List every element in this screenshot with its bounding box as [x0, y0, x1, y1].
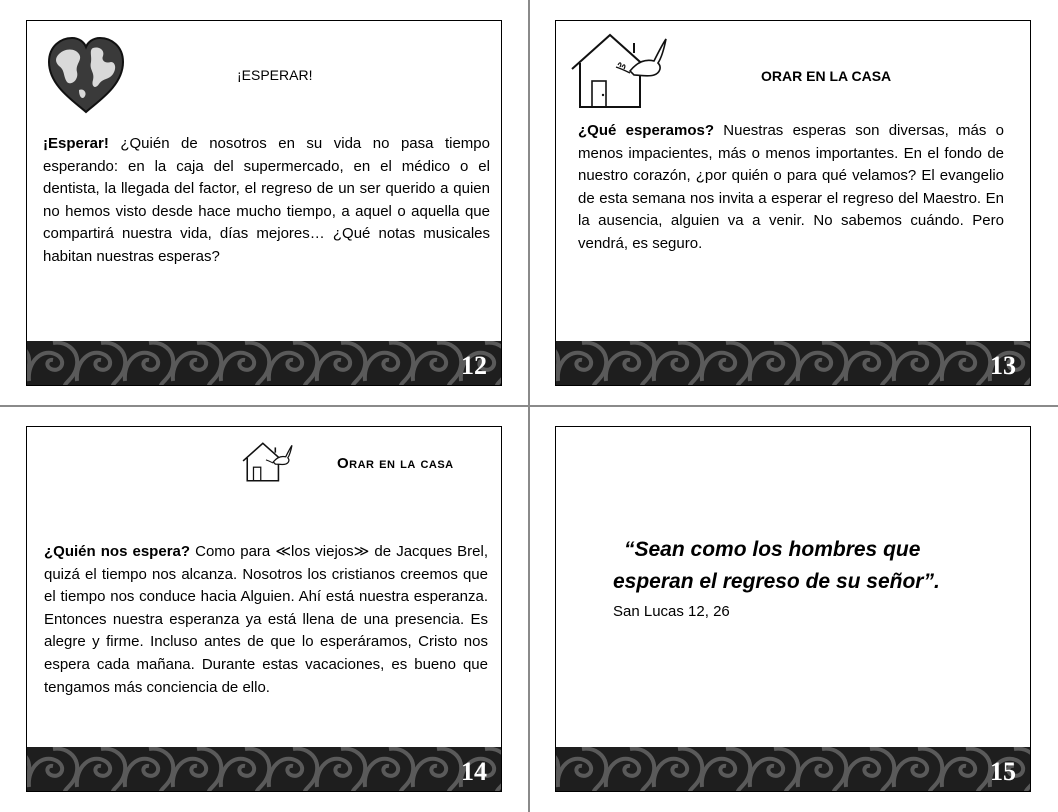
ornament-swirl — [437, 343, 461, 385]
ornament-swirl — [822, 749, 846, 791]
ornament-swirl — [630, 749, 654, 791]
ornament-swirl — [582, 343, 606, 385]
ornament-swirl — [53, 749, 77, 791]
ornament-swirl — [846, 353, 879, 381]
ornament-swirl — [317, 353, 350, 381]
card-body-text: ¿Quién de nosotros en su vida no pasa tiempo esperando: en la caja del supermercado, en el médico o el dentista, la llegada del factor, el regreso de un ser querido a quien no hemos visto desde hace mucho tiempo, a aquel o aquella que compartirá nuestra vida, días mejores… ¿Qué notas musicales habitan nuestras esperas? — [43, 135, 490, 265]
page-number: 14 — [461, 757, 487, 786]
quote-line-2: esperan el regreso de su señor”. — [613, 570, 940, 593]
ornament-swirl — [101, 749, 125, 791]
ornament-swirl — [149, 749, 173, 791]
card-body — [44, 541, 488, 699]
card-lead: ¿Qué esperamos? — [578, 122, 714, 139]
ornament-swirl — [750, 759, 783, 787]
ornament-pattern — [556, 341, 1030, 385]
card-lead: ¡Esperar! — [43, 135, 109, 152]
ornament-swirl — [918, 749, 942, 791]
ornament-swirl — [341, 749, 365, 791]
ornament-swirl — [293, 749, 317, 791]
ornament-band — [556, 747, 1030, 791]
ornament-swirl — [918, 343, 942, 385]
ornament-swirl — [894, 353, 927, 381]
ornament-swirl — [846, 759, 879, 787]
ornament-swirl — [125, 353, 158, 381]
house-dove-icon — [568, 31, 668, 116]
ornament-swirl — [654, 759, 687, 787]
card-page-15 — [555, 426, 1031, 792]
ornament-swirl — [702, 759, 735, 787]
card-title: Orar en la casa — [337, 455, 454, 472]
ornament-swirl — [29, 759, 62, 787]
ornament-swirl — [125, 759, 158, 787]
ornament-swirl — [173, 759, 206, 787]
ornament-swirl — [389, 749, 413, 791]
ornament-swirl — [197, 749, 221, 791]
card-page-13 — [555, 20, 1031, 386]
page-number: 12 — [461, 351, 487, 380]
ornament-swirl — [197, 343, 221, 385]
ornament-band — [556, 341, 1030, 385]
ornament-swirl — [29, 353, 62, 381]
ornament-swirl — [365, 353, 398, 381]
house-dove-icon — [241, 441, 293, 488]
card-page-12 — [26, 20, 502, 386]
card-title: ¡ESPERAR! — [237, 67, 313, 83]
ornament-swirl — [798, 759, 831, 787]
page-number: 15 — [990, 757, 1016, 786]
card-body-text: Como para ≪los viejos≫ de Jacques Brel, quizá el tiempo nos alcanza. Nosotros los cristianos creemos que el tiempo nos conduce hacia Alguien. Ahí está nuestra esperanza. Entonces nuestra esperanza ya está llena de una presencia. Es alegre y firme. Incluso antes de que lo esperáramos, Cristo nos espera cada mañana. Durante estas vacaciones, es bueno que tengamos más conciencia de ello. — [44, 543, 488, 696]
heart-globe-icon — [45, 36, 127, 121]
ornament-swirl — [678, 343, 702, 385]
ornament-swirl — [726, 749, 750, 791]
ornament-swirl — [966, 749, 990, 791]
card-body — [43, 133, 490, 269]
ornament-swirl — [558, 353, 591, 381]
quote-line-1: “Sean como los hombres que — [624, 538, 921, 561]
ornament-swirl — [870, 343, 894, 385]
ornament-swirl — [221, 759, 254, 787]
ornament-swirl — [654, 353, 687, 381]
ornament-swirl — [341, 343, 365, 385]
ornament-swirl — [293, 343, 317, 385]
ornament-swirl — [389, 343, 413, 385]
ornament-band — [27, 747, 501, 791]
ornament-swirl — [245, 343, 269, 385]
ornament-swirl — [870, 749, 894, 791]
ornament-pattern — [556, 747, 1030, 791]
card-body — [578, 120, 1004, 256]
ornament-swirl — [269, 353, 302, 381]
ornament-swirl — [365, 759, 398, 787]
card-title: ORAR EN LA CASA — [761, 68, 892, 84]
card-body-text: Nuestras esperas son diversas, más o menos impacientes, más o menos importantes. En el fondo de nuestro corazón, ¿por quién o para qué velamos? El evangelio de esta semana nos invita a esperar el regreso del Maestro. En la ausencia, alguien va a venir. No sabemos cuándo. Pero vendrá, es seguro. — [578, 122, 1004, 252]
ornament-swirl — [822, 343, 846, 385]
ornament-band — [27, 341, 501, 385]
ornament-swirl — [942, 759, 975, 787]
ornament-swirl — [774, 749, 798, 791]
ornament-swirl — [774, 343, 798, 385]
ornament-swirl — [245, 749, 269, 791]
ornament-swirl — [606, 759, 639, 787]
ornament-swirl — [77, 759, 110, 787]
ornament-swirl — [678, 749, 702, 791]
grid-horizontal-divider — [0, 405, 1058, 407]
ornament-swirl — [894, 759, 927, 787]
ornament-swirl — [317, 759, 350, 787]
ornament-swirl — [582, 749, 606, 791]
ornament-swirl — [558, 759, 591, 787]
ornament-swirl — [630, 343, 654, 385]
card-lead: ¿Quién nos espera? — [44, 543, 191, 560]
page-number: 13 — [990, 351, 1016, 380]
ornament-swirl — [437, 749, 461, 791]
ornament-swirl — [750, 353, 783, 381]
citation: San Lucas 12, 26 — [613, 603, 730, 620]
ornament-swirl — [413, 759, 446, 787]
ornament-swirl — [221, 353, 254, 381]
ornament-swirl — [702, 353, 735, 381]
ornament-swirl — [53, 343, 77, 385]
ornament-swirl — [269, 759, 302, 787]
ornament-swirl — [798, 353, 831, 381]
ornament-swirl — [77, 353, 110, 381]
ornament-swirl — [149, 343, 173, 385]
ornament-pattern — [27, 747, 501, 791]
ornament-swirl — [413, 353, 446, 381]
ornament-swirl — [942, 353, 975, 381]
ornament-swirl — [966, 343, 990, 385]
card-page-14 — [26, 426, 502, 792]
ornament-pattern — [27, 341, 501, 385]
ornament-swirl — [173, 353, 206, 381]
ornament-swirl — [726, 343, 750, 385]
ornament-swirl — [101, 343, 125, 385]
ornament-swirl — [606, 353, 639, 381]
